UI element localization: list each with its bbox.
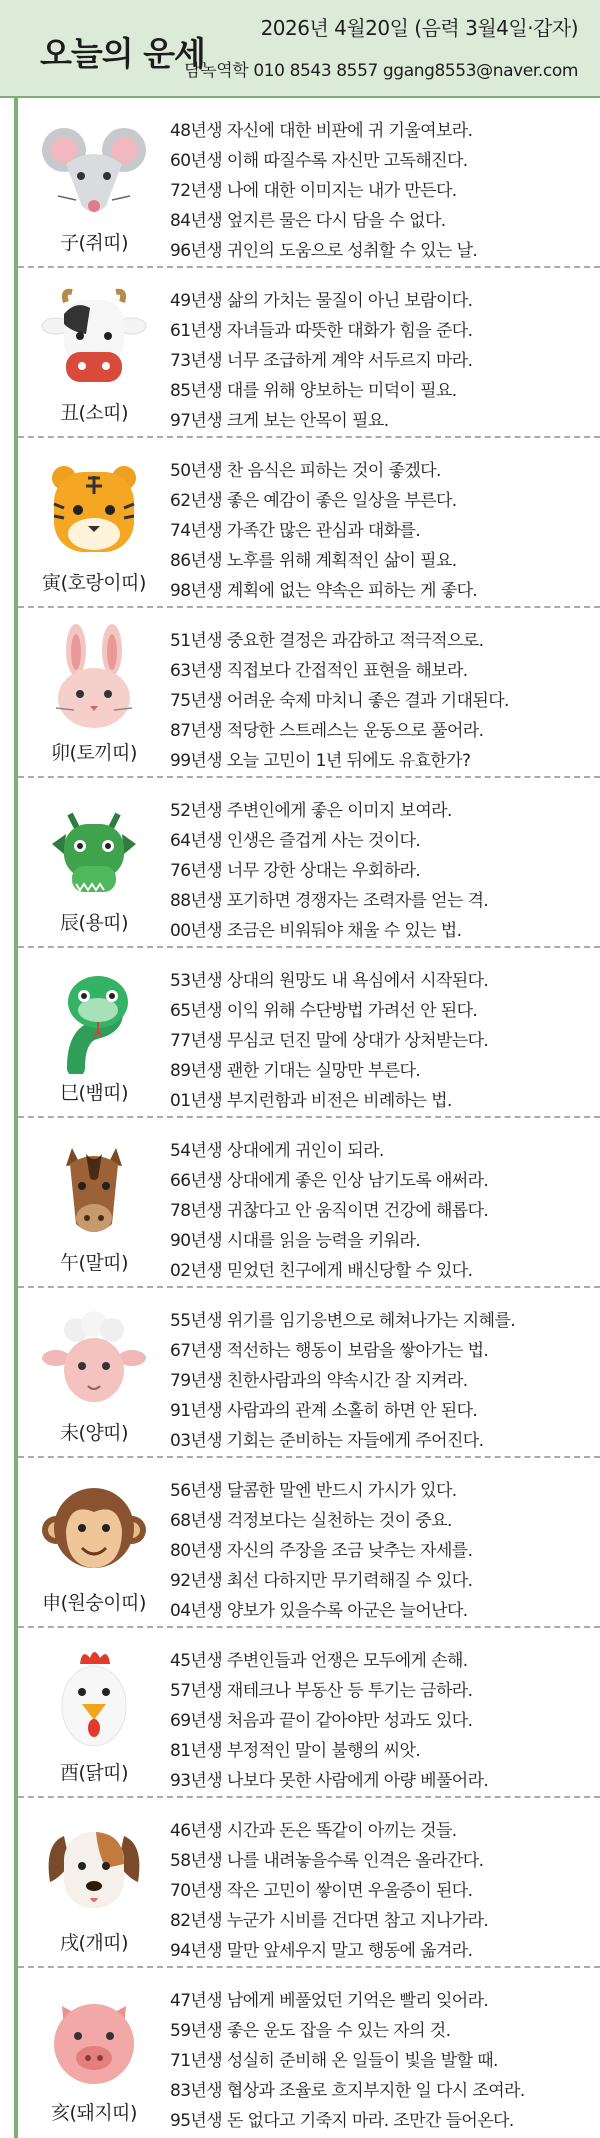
fortune-line: 04년생 양보가 있을수록 아군은 늘어난다. xyxy=(170,1601,468,1621)
sheep-icon xyxy=(36,1304,152,1414)
fortune-line: 83년생 협상과 조율로 흐지부지한 일 다시 조여라. xyxy=(170,2081,525,2101)
fortune-line: 76년생 너무 강한 상대는 우회하라. xyxy=(170,861,421,881)
zodiac-sign: 巳(뱀띠) xyxy=(59,1082,129,1104)
fortune-line: 54년생 상대에게 귀인이 되라. xyxy=(170,1141,384,1161)
fortune-lines xyxy=(170,796,596,946)
fortune-lines xyxy=(170,456,596,606)
fortune-line: 88년생 포기하면 경쟁자는 조력자를 얻는 격. xyxy=(170,891,489,911)
zodiac-sign: 寅(호랑이띠) xyxy=(42,572,146,594)
zodiac-sign: 丑(소띠) xyxy=(59,402,129,424)
fortune-line: 80년생 자신의 주장을 조금 낮추는 자세를. xyxy=(170,1541,473,1561)
zodiac-row xyxy=(18,1798,600,1968)
zodiac-sign: 未(양띠) xyxy=(59,1422,129,1444)
fortune-line: 70년생 작은 고민이 쌓이면 우울증이 된다. xyxy=(170,1881,473,1901)
fortune-line: 52년생 주변인에게 좋은 이미지 보여라. xyxy=(170,801,452,821)
fortune-lines xyxy=(170,1986,596,2136)
fortune-line: 90년생 시대를 읽을 능력을 키워라. xyxy=(170,1231,421,1251)
zodiac-row xyxy=(18,1118,600,1288)
fortune-line: 68년생 걱정보다는 실천하는 것이 중요. xyxy=(170,1511,452,1531)
fortune-line: 93년생 나보다 못한 사람에게 아량 베풀어라. xyxy=(170,1771,489,1791)
fortune-lines xyxy=(170,1306,596,1456)
zodiac-sign: 午(말띠) xyxy=(59,1252,129,1274)
rooster-icon xyxy=(36,1644,152,1754)
snake-icon xyxy=(36,964,152,1074)
fortune-line: 50년생 찬 음식은 피하는 것이 좋겠다. xyxy=(170,461,441,481)
zodiac-row xyxy=(18,268,600,438)
fortune-lines xyxy=(170,1646,596,1796)
fortune-line: 71년생 성실히 준비해 온 일들이 빛을 발할 때. xyxy=(170,2051,498,2071)
zodiac-sign: 酉(닭띠) xyxy=(59,1762,129,1784)
fortune-line: 98년생 계획에 없는 약속은 피하는 게 좋다. xyxy=(170,581,478,601)
pig-icon xyxy=(36,1984,152,2094)
fortune-line: 51년생 중요한 결정은 과감하고 적극적으로. xyxy=(170,631,484,651)
dog-icon xyxy=(36,1814,152,1924)
rabbit-icon xyxy=(36,624,152,734)
zodiac-row xyxy=(18,438,600,608)
fortune-line: 46년생 시간과 돈은 똑같이 아끼는 것들. xyxy=(170,1821,457,1841)
zodiac-row xyxy=(18,948,600,1118)
fortune-line: 62년생 좋은 예감이 좋은 일상을 부른다. xyxy=(170,491,457,511)
fortune-line: 94년생 말만 앞세우지 말고 행동에 옮겨라. xyxy=(170,1941,473,1961)
fortune-line: 74년생 가족간 많은 관심과 대화를. xyxy=(170,521,421,541)
page-title: 오늘의 운세 xyxy=(40,34,205,73)
fortune-line: 86년생 노후를 위해 계획적인 삶이 필요. xyxy=(170,551,457,571)
fortune-line: 47년생 남에게 베풀었던 기억은 빨리 잊어라. xyxy=(170,1991,489,2011)
fortune-lines xyxy=(170,116,596,266)
fortune-line: 58년생 나를 내려놓을수록 인격은 올라간다. xyxy=(170,1851,484,1871)
fortune-line: 45년생 주변인들과 언쟁은 모두에게 손해. xyxy=(170,1651,468,1671)
fortune-line: 56년생 달콤한 말엔 반드시 가시가 있다. xyxy=(170,1481,457,1501)
fortune-lines xyxy=(170,1476,596,1626)
fortune-line: 85년생 대를 위해 양보하는 미덕이 필요. xyxy=(170,381,457,401)
zodiac-row xyxy=(18,1288,600,1458)
fortune-line: 82년생 누군가 시비를 건다면 참고 지나가라. xyxy=(170,1911,489,1931)
rat-icon xyxy=(36,114,152,224)
fortune-line: 49년생 삶의 가치는 물질이 아닌 보람이다. xyxy=(170,291,473,311)
fortune-line: 53년생 상대의 원망도 내 욕심에서 시작된다. xyxy=(170,971,489,991)
zodiac-list xyxy=(18,98,600,2138)
fortune-line: 48년생 자신에 대한 비판에 귀 기울여보라. xyxy=(170,121,473,141)
tiger-icon xyxy=(36,454,152,564)
fortune-line: 61년생 자녀들과 따뜻한 대화가 힘을 준다. xyxy=(170,321,473,341)
fortune-line: 64년생 인생은 즐겁게 사는 것이다. xyxy=(170,831,421,851)
fortune-line: 99년생 오늘 고민이 1년 뒤에도 유효한가? xyxy=(170,751,471,771)
fortune-lines xyxy=(170,1816,596,1966)
fortune-lines xyxy=(170,966,596,1116)
fortune-line: 57년생 재테크나 부동산 등 투기는 금하라. xyxy=(170,1681,473,1701)
fortune-line: 97년생 크게 보는 안목이 필요. xyxy=(170,411,389,431)
zodiac-sign: 子(쥐띠) xyxy=(59,232,129,254)
cow-icon xyxy=(36,284,152,394)
zodiac-row xyxy=(18,98,600,268)
fortune-lines xyxy=(170,1136,596,1286)
fortune-line: 02년생 믿었던 친구에게 배신당할 수 있다. xyxy=(170,1261,473,1281)
fortune-line: 89년생 괜한 기대는 실망만 부른다. xyxy=(170,1061,421,1081)
zodiac-row xyxy=(18,778,600,948)
fortune-line: 78년생 귀찮다고 안 움직이면 건강에 해롭다. xyxy=(170,1201,489,1221)
zodiac-row xyxy=(18,608,600,778)
fortune-line: 55년생 위기를 임기응변으로 헤쳐나가는 지혜를. xyxy=(170,1311,516,1331)
fortune-lines xyxy=(170,286,596,436)
fortune-line: 96년생 귀인의 도움으로 성취할 수 있는 날. xyxy=(170,241,478,261)
fortune-line: 67년생 적선하는 행동이 보람을 쌓아가는 법. xyxy=(170,1341,489,1361)
fortune-line: 75년생 어려운 숙제 마치니 좋은 결과 기대된다. xyxy=(170,691,509,711)
header xyxy=(0,0,600,98)
zodiac-sign: 卯(토끼띠) xyxy=(51,742,137,764)
fortune-line: 00년생 조금은 비워둬야 채울 수 있는 법. xyxy=(170,921,462,941)
fortune-line: 60년생 이해 따질수록 자신만 고독해진다. xyxy=(170,151,468,171)
fortune-line: 81년생 부정적인 말이 불행의 씨앗. xyxy=(170,1741,421,1761)
fortune-line: 63년생 직접보다 간접적인 표현을 해보라. xyxy=(170,661,468,681)
fortune-line: 73년생 너무 조급하게 계약 서두르지 마라. xyxy=(170,351,473,371)
zodiac-sign: 申(원숭이띠) xyxy=(42,1592,146,1614)
zodiac-sign: 辰(용띠) xyxy=(59,912,129,934)
fortune-line: 69년생 처음과 끝이 같아야만 성과도 있다. xyxy=(170,1711,473,1731)
dragon-icon xyxy=(36,794,152,904)
fortune-line: 91년생 사람과의 관계 소홀히 하면 안 된다. xyxy=(170,1401,478,1421)
contact-line: 담녹역학 010 8543 8557 ggang8553@naver.com xyxy=(184,61,578,81)
fortune-line: 84년생 엎지른 물은 다시 담을 수 없다. xyxy=(170,211,446,231)
horse-icon xyxy=(36,1134,152,1244)
fortune-line: 03년생 기회는 준비하는 자들에게 주어진다. xyxy=(170,1431,484,1451)
fortune-line: 59년생 좋은 운도 잡을 수 있는 자의 것. xyxy=(170,2021,451,2041)
fortune-line: 79년생 친한사람과의 약속시간 잘 지켜라. xyxy=(170,1371,468,1391)
fortune-line: 65년생 이익 위해 수단방법 가려선 안 된다. xyxy=(170,1001,478,1021)
fortune-line: 01년생 부지런함과 비전은 비례하는 법. xyxy=(170,1091,452,1111)
fortune-line: 66년생 상대에게 좋은 인상 남기도록 애써라. xyxy=(170,1171,489,1191)
monkey-icon xyxy=(36,1474,152,1584)
zodiac-row xyxy=(18,1628,600,1798)
fortune-line: 95년생 돈 없다고 기죽지 마라. 조만간 들어온다. xyxy=(170,2111,514,2131)
zodiac-sign: 亥(돼지띠) xyxy=(51,2102,137,2124)
fortune-lines xyxy=(170,626,596,776)
zodiac-sign: 戌(개띠) xyxy=(59,1932,129,1954)
fortune-line: 87년생 적당한 스트레스는 운동으로 풀어라. xyxy=(170,721,484,741)
fortune-line: 77년생 무심코 던진 말에 상대가 상처받는다. xyxy=(170,1031,489,1051)
fortune-line: 72년생 나에 대한 이미지는 내가 만든다. xyxy=(170,181,457,201)
zodiac-row xyxy=(18,1458,600,1628)
date-line: 2026년 4월20일 (음력 3월4일·갑자) xyxy=(260,16,578,40)
zodiac-row xyxy=(18,1968,600,2138)
fortune-line: 92년생 최선 다하지만 무기력해질 수 있다. xyxy=(170,1571,473,1591)
